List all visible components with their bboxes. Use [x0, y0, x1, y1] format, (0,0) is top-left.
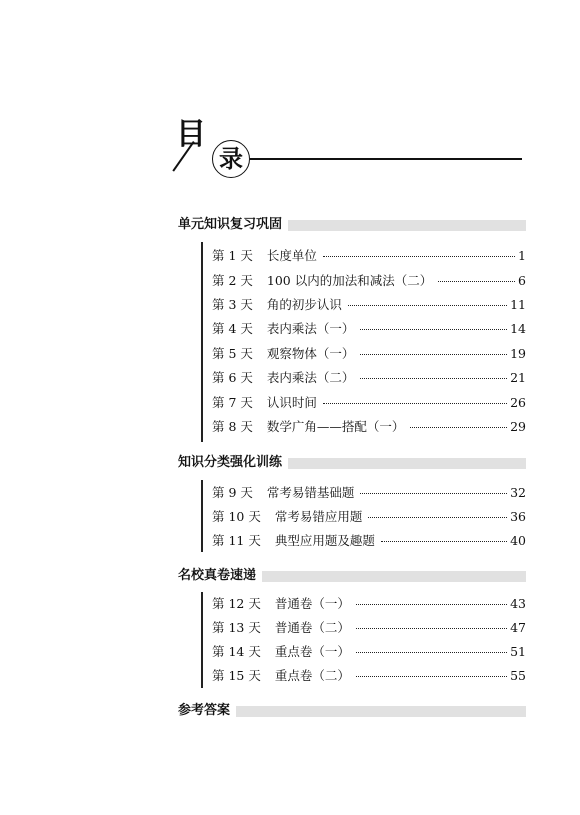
toc-entry[interactable] [212, 394, 526, 412]
leader-dots [356, 595, 507, 605]
toc-title-text: 典型应用题及趣题 [274, 533, 375, 548]
section-label: 参考答案 [178, 703, 236, 719]
toc-page: 36 [510, 509, 526, 524]
toc-entry[interactable] [212, 247, 526, 265]
toc-day: 第 11 天 [212, 533, 261, 548]
toc-entry[interactable] [212, 667, 526, 685]
toc-entry[interactable] [212, 484, 526, 502]
toc-page: 51 [510, 644, 526, 659]
toc-title-text: 长度单位 [266, 248, 317, 263]
toc-title-text: 100 以内的加法和减法（二） [266, 273, 433, 288]
leader-dots [360, 369, 507, 379]
toc-entry[interactable] [212, 508, 526, 526]
toc-day: 第 10 天 [212, 509, 261, 524]
leader-dots [368, 508, 507, 518]
toc-title-text: 普通卷（一） [274, 596, 350, 611]
toc-entry[interactable] [212, 320, 526, 338]
toc-day: 第 5 天 [212, 346, 253, 361]
toc-day: 第 12 天 [212, 596, 261, 611]
toc-entry[interactable] [212, 418, 526, 436]
leader-dots [360, 484, 507, 494]
toc-day: 第 8 天 [212, 419, 253, 434]
toc-day: 第 1 天 [212, 248, 253, 263]
toc-title-text: 重点卷（二） [274, 668, 350, 683]
section-heading-unit-review [178, 217, 526, 233]
section-label: 名校真卷速递 [178, 568, 262, 584]
toc-title-text: 角的初步认识 [266, 297, 342, 312]
toc-day: 第 4 天 [212, 321, 253, 336]
section-heading-category-training [178, 455, 526, 471]
toc-day: 第 14 天 [212, 644, 261, 659]
toc-title-text: 重点卷（一） [274, 644, 350, 659]
toc-title-text: 普通卷（二） [274, 620, 350, 635]
leader-dots [360, 345, 507, 355]
title-char-lu: 录 [219, 144, 243, 173]
leader-dots [323, 247, 515, 257]
toc-title-text: 常考易错应用题 [274, 509, 363, 524]
toc-day: 第 2 天 [212, 273, 253, 288]
toc-page: 21 [510, 370, 526, 385]
toc-page: 43 [510, 596, 526, 611]
leader-dots [381, 532, 507, 542]
title-rule [250, 158, 522, 160]
toc-day: 第 6 天 [212, 370, 253, 385]
toc-page: 14 [510, 321, 526, 336]
toc-page: 32 [510, 485, 526, 500]
section-heading-answers[interactable] [178, 703, 526, 719]
leader-dots [438, 272, 515, 282]
toc-day: 第 3 天 [212, 297, 253, 312]
toc-title-text: 观察物体（一） [266, 346, 355, 361]
toc-page: 29 [510, 419, 526, 434]
toc-title-text: 认识时间 [266, 395, 317, 410]
toc-page: 47 [510, 620, 526, 635]
toc-title-text: 数学广角——搭配（一） [266, 419, 405, 434]
toc-entry[interactable] [212, 345, 526, 363]
toc-page: 1 [518, 248, 526, 263]
toc-entry[interactable] [212, 532, 526, 550]
leader-dots [356, 643, 507, 653]
leader-dots [356, 619, 507, 629]
section-heading-school-exams [178, 568, 526, 584]
toc-page: 26 [510, 395, 526, 410]
toc-page: 6 [518, 273, 526, 288]
toc-page: 55 [510, 668, 526, 683]
toc-entry[interactable] [212, 296, 526, 314]
toc-day: 第 13 天 [212, 620, 261, 635]
section-label: 知识分类强化训练 [178, 455, 288, 471]
toc-day: 第 7 天 [212, 395, 253, 410]
leader-dots [356, 667, 507, 677]
toc-title-text: 表内乘法（一） [266, 321, 355, 336]
toc-title-text: 常考易错基础题 [266, 485, 355, 500]
toc-page: 40 [510, 533, 526, 548]
leader-dots [410, 418, 507, 428]
toc-title-text: 表内乘法（二） [266, 370, 355, 385]
toc-entry[interactable] [212, 272, 526, 290]
toc-entry[interactable] [212, 369, 526, 387]
leader-dots [323, 394, 507, 404]
section-vertical-rule [201, 592, 203, 688]
toc-day: 第 15 天 [212, 668, 261, 683]
toc-entry[interactable] [212, 595, 526, 613]
toc-page: 19 [510, 346, 526, 361]
toc-page: 11 [510, 297, 526, 312]
section-vertical-rule [201, 242, 203, 442]
section-label: 单元知识复习巩固 [178, 217, 288, 233]
toc-entry[interactable] [212, 619, 526, 637]
title-char-mu: 目 [176, 117, 206, 152]
leader-dots [360, 320, 507, 330]
section-vertical-rule [201, 480, 203, 552]
leader-dots [348, 296, 507, 306]
toc-entry[interactable] [212, 643, 526, 661]
toc-day: 第 9 天 [212, 485, 253, 500]
